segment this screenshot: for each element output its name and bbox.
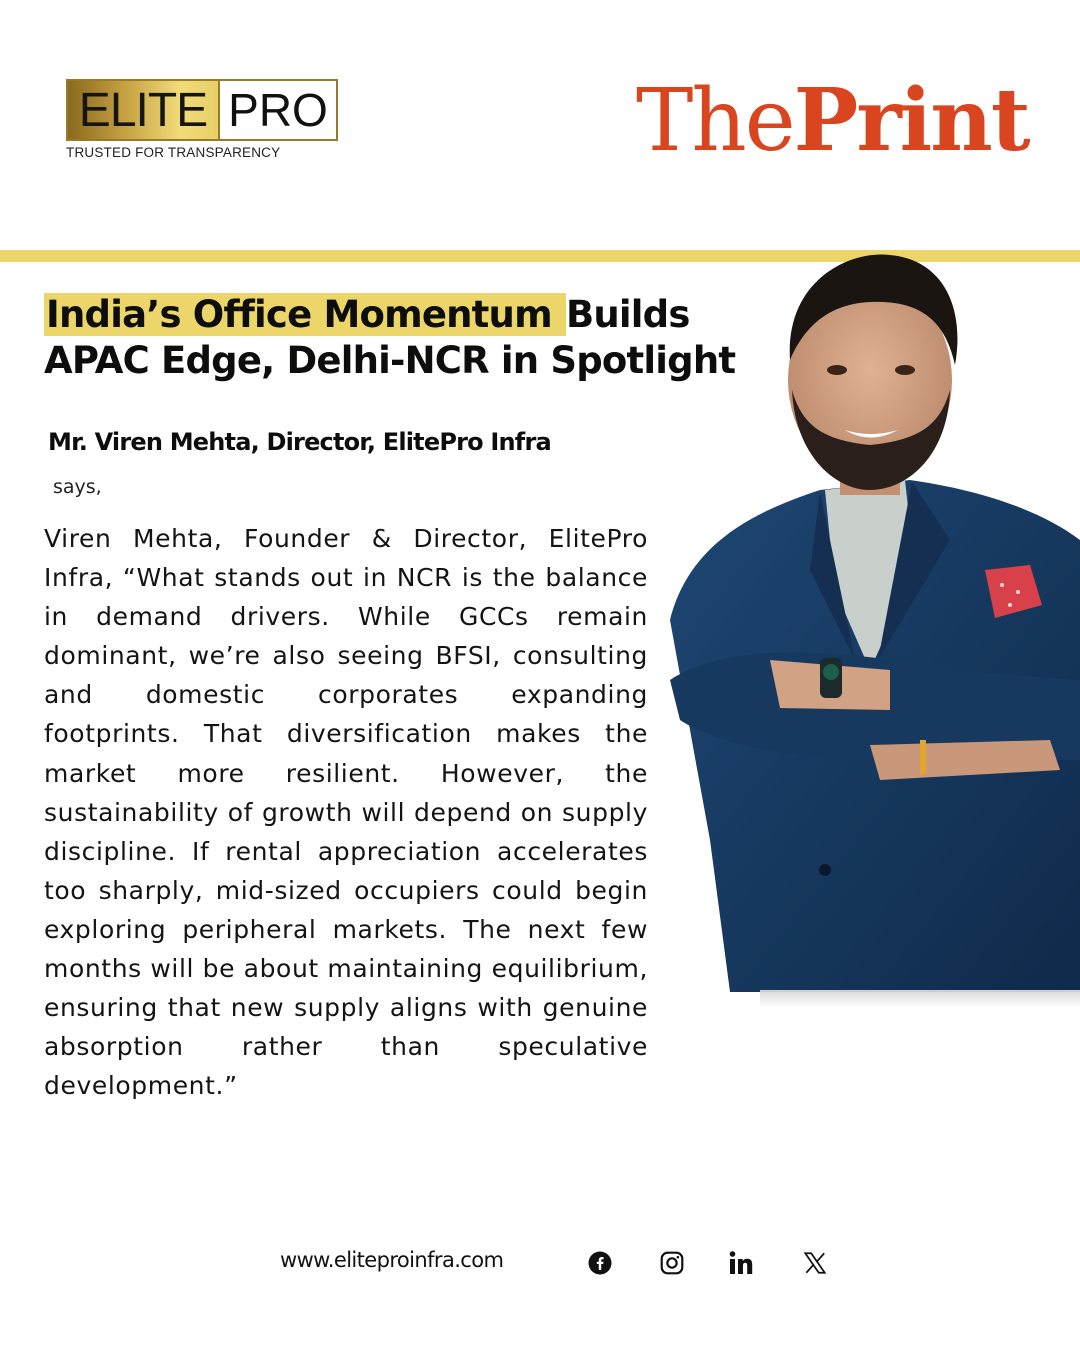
theprint-logo [636, 70, 1029, 171]
headline-line2: APAC Edge, Delhi-NCR in Spotlight [44, 339, 736, 382]
elite-logo-word-left: ELITE [68, 81, 218, 139]
portrait-photo [650, 240, 1080, 992]
byline: Mr. Viren Mehta, Director, ElitePro Infra [48, 428, 551, 456]
x-icon[interactable] [800, 1248, 830, 1278]
elite-pro-logo [66, 79, 338, 160]
elite-logo-tagline: TRUSTED FOR TRANSPARENCY [66, 145, 281, 160]
footer [0, 1240, 1080, 1290]
portrait-illustration [650, 240, 1080, 992]
headline-line1-rest: Builds [565, 293, 690, 336]
linkedin-icon[interactable] [727, 1248, 757, 1278]
website-link[interactable]: www.eliteproinfra.com [280, 1248, 504, 1272]
elite-logo-word-right: PRO [218, 81, 336, 139]
facebook-icon[interactable] [585, 1248, 615, 1278]
theprint-logo-print: Print [793, 70, 1029, 171]
instagram-icon[interactable] [657, 1248, 687, 1278]
elite-pro-logo-box [66, 79, 338, 141]
quote-body: Viren Mehta, Founder & Director, ElitePro Infra, “What stands out in NCR is the balance in demand drivers. While GCCs remain dominant, we’re also seeing BFSI, consulting and domestic corporates expanding footprints. That diversification makes the market more resilient. However, the sustainability of growth will depend on supply discipline. If rental appreciation accelerates too sharply, mid-sized occupiers could begin exploring peripheral markets. The next few months will be about maintaining equilibrium, ensuring that new supply aligns with genuine absorption rather than speculative development.” [44, 524, 648, 1101]
portrait-shadow [760, 990, 1080, 1008]
theprint-logo-the: The [636, 71, 794, 171]
says-label: says, [53, 476, 102, 498]
headline-highlight: India’s Office Momentum [46, 293, 564, 336]
